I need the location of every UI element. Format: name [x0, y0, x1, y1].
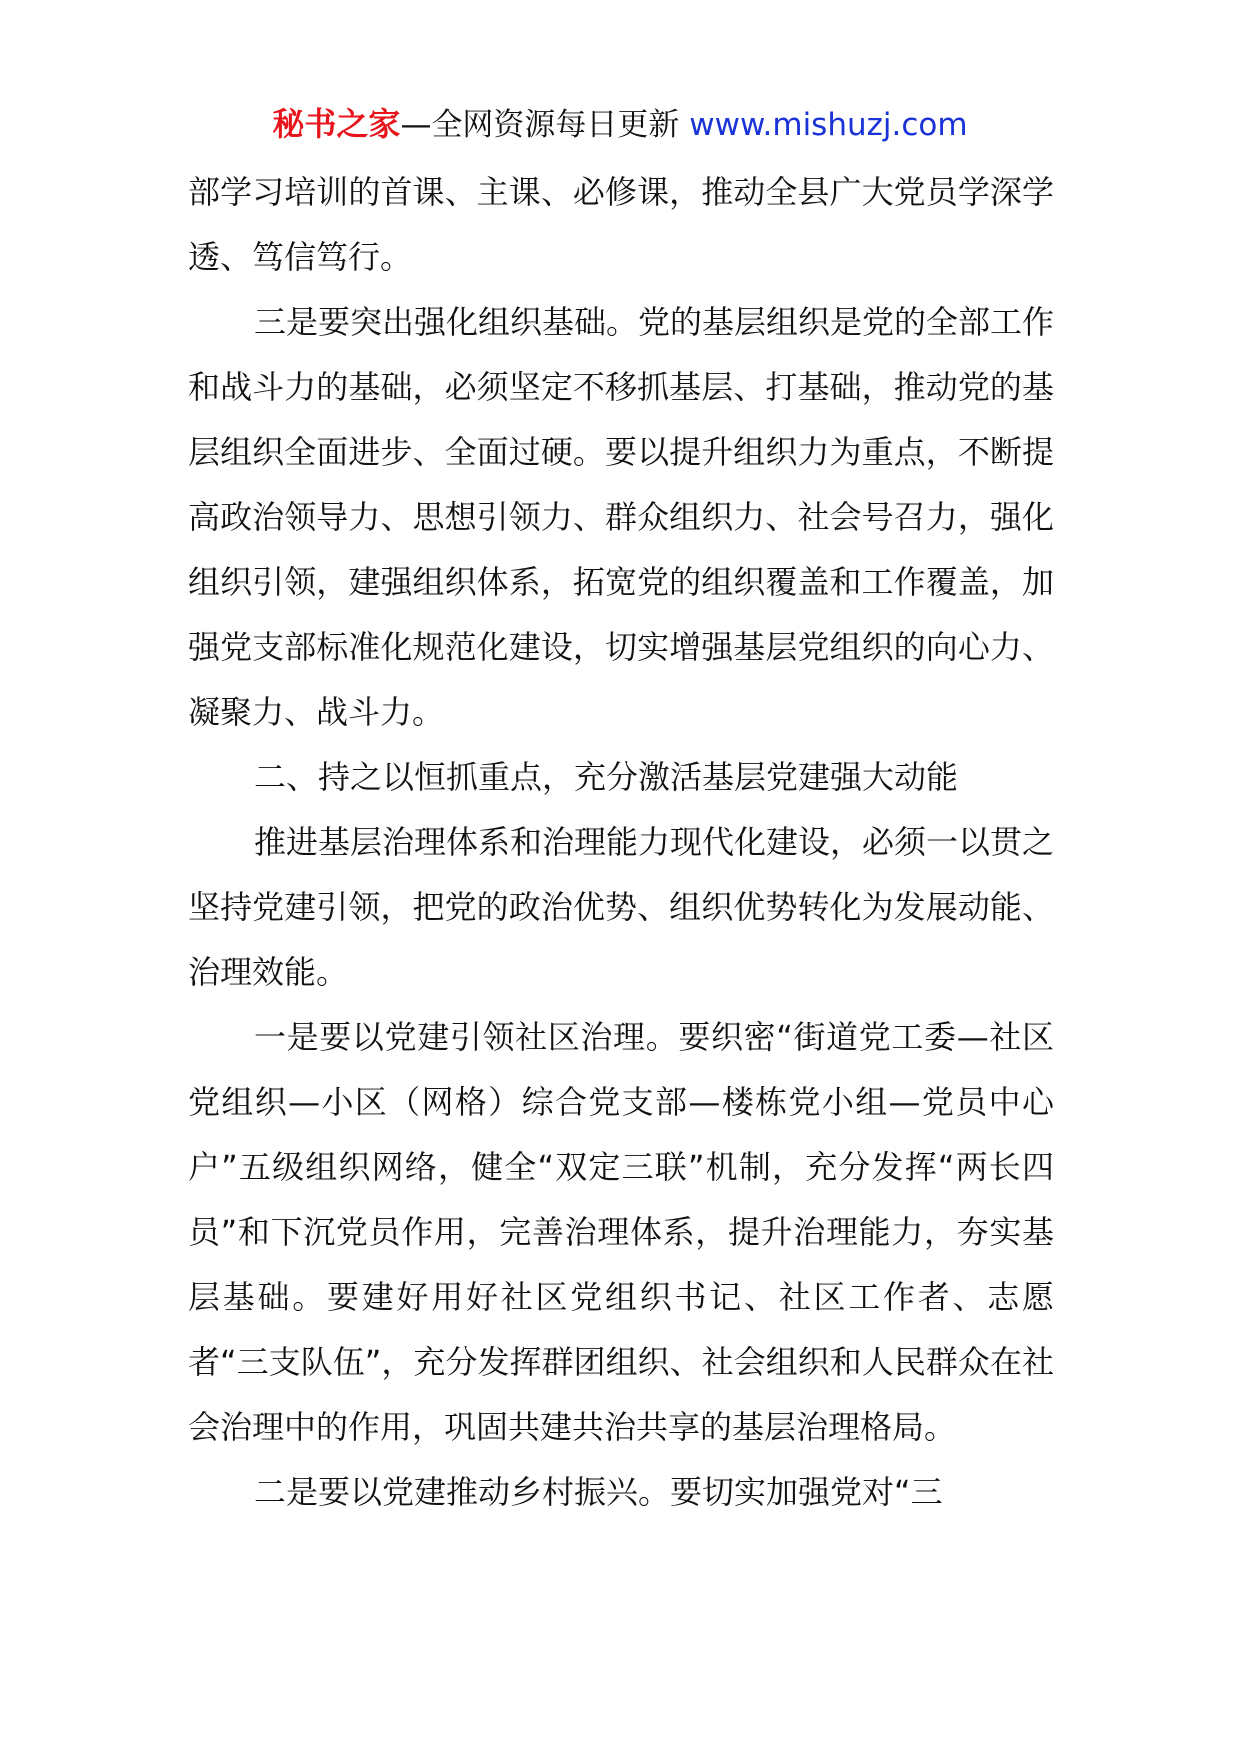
paragraph-governance-modernization: 推进基层治理体系和治理能力现代化建设，必须一以贯之坚持党建引领，把党的政治优势、组织优势转化为发展动能、治理效能。	[188, 823, 1055, 991]
paragraph-community-governance: 一是要以党建引领社区治理。要织密“街道党工委—社区党组织—小区（网格）综合党支部—楼栋党小组—党员中心户”五级组织网络，健全“双定三联”机制，充分发挥“两长四员”和下沉党员作用，完善治理体系，提升治理能力，夯实基层基础。要建好用好社区党组织书记、社区工作者、志愿者“三支队伍”，充分发挥群团组织、社会组织和人民群众在社会治理中的作用，巩固共建共治共享的基层治理格局。	[188, 1018, 1054, 1446]
header-tagline: —全网资源每日更新	[400, 107, 690, 143]
paragraph-rural-revitalization: 二是要以党建推动乡村振兴。要切实加强党对“三	[254, 1473, 943, 1511]
section-heading-2: 二、持之以恒抓重点，充分激活基层党建强大动能	[254, 758, 959, 796]
document-body	[188, 160, 1054, 1525]
paragraph-continuation: 部学习培训的首课、主课、必修课，推动全县广大党员学深学透、笃信笃行。	[188, 173, 1054, 276]
brand-name: 秘书之家	[272, 105, 401, 143]
paragraph-organization-foundation: 三是要突出强化组织基础。党的基层组织是党的全部工作和战斗力的基础，必须坚定不移抓基层、打基础，推动党的基层组织全面进步、全面过硬。要以提升组织力为重点，不断提高政治领导力、思想引领力、群众组织力、社会号召力，强化组织引领，建强组织体系，拓宽党的组织覆盖和工作覆盖，加强党支部标准化规范化建设，切实增强基层党组织的向心力、凝聚力、战斗力。	[188, 303, 1055, 731]
page-header	[0, 100, 1240, 149]
website-link[interactable]: www.mishuzj.com	[689, 107, 968, 143]
